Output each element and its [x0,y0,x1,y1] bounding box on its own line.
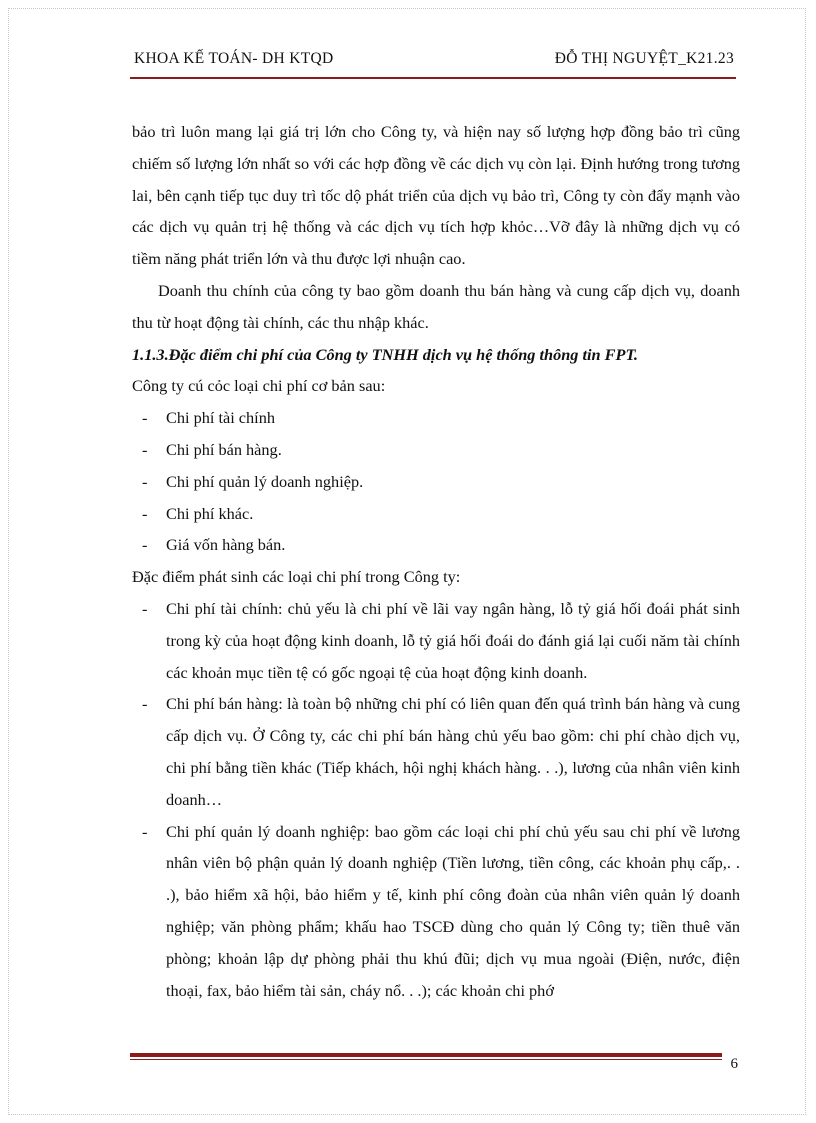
dash-bullet: - [142,535,148,555]
list-item [132,688,740,815]
cost-details-list [132,593,740,1006]
list-item [132,529,740,561]
paragraph-maintenance: bảo trì luôn mang lại giá trị lớn cho Công ty, và hiện nay số lượng hợp đồng bảo trì cũng chiếm số lượng lớn nhất so với các hợp đồng về các dịch vụ còn lại. Định hướng trong tương lai, bên cạnh tiếp tục duy trì tốc dộ phát triển của dịch vụ bảo trì, Công ty còn đẩy mạnh vào các dịch vụ quản trị hệ thống và các dịch vụ tích hợp khỏc…Vỡ đây là những dịch vụ có tiềm năng phát triển lớn và thu được lợi nhuận cao. [132,122,740,269]
paragraph-revenue: Doanh thu chính của công ty bao gồm doanh thu bán hàng và cung cấp dịch vụ, doanh thu từ hoạt động tài chính, các thu nhập khác. [132,280,740,332]
header-author: ĐỖ THỊ NGUYỆT_K21.23 [554,50,734,67]
dash-bullet: - [142,598,148,618]
list-item [132,466,740,498]
list-item-text: Chi phí bán hàng: là toàn bộ những chi phí có liên quan đến quá trình bán hàng và cung cấp dịch vụ. Ở Công ty, các chi phí bán hàng chủ yếu bao gồm: chi phí chào dịch vụ, chi phí bằng tiền khác (Tiếp khách, hội nghị khách hàng. . .), lương của nhân viên kinh doanh… [166,694,740,809]
list-item-text: Chi phí quản lý doanh nghiệp. [166,471,364,491]
list-item [132,593,740,688]
header-faculty: KHOA KẾ TOÁN- DH KTQD [134,50,334,67]
header-rule [130,77,736,79]
paragraph-cost-intro: Công ty cú cỏc loại chi phí cơ bản sau: [132,376,386,396]
dash-bullet: - [142,471,148,491]
list-item-text: Chi phí tài chính: chủ yếu là chi phí về lãi vay ngân hàng, lỗ tỷ giá hối đoái phát sinh trong kỳ của hoạt động kinh doanh, lỗ tỷ giá hối đoái do đánh giá lại cuối năm tài chính các khoản mục tiền tệ có gốc ngoại tệ của hoạt động kinh doanh. [166,598,740,682]
footer-rule [130,1053,722,1060]
page-number: 6 [730,1056,738,1072]
document-body [132,116,740,1006]
dash-bullet: - [142,503,148,523]
section-heading: 1.1.3.Đặc điểm chi phí của Công ty TNHH dịch vụ hệ thống thông tin FPT. [132,344,638,364]
dash-bullet: - [142,439,148,459]
list-item [132,816,740,1007]
list-item [132,498,740,530]
dash-bullet: - [142,694,148,714]
dash-bullet: - [142,408,148,428]
page-header [134,50,734,74]
paragraph-cost-details-intro: Đặc điểm phát sinh các loại chi phí trong Công ty: [132,567,461,587]
list-item-text: Chi phí bán hàng. [166,439,282,459]
list-item [132,402,740,434]
list-item [132,434,740,466]
dash-bullet: - [142,821,148,841]
list-item-text: Chi phí quản lý doanh nghiệp: bao gồm các loại chi phí chủ yếu sau chi phí về lương nhân viên bộ phận quản lý doanh nghiệp (Tiền lương, tiền công, các khoản phụ cấp,. . .), bảo hiểm xã hội, bảo hiểm y tế, kinh phí công đoàn của nhân viên quản lý doanh nghiệp; văn phòng phẩm; khấu hao TSCĐ dùng cho quản lý Công ty; tiền thuê văn phòng; khoản lập dự phòng phải thu khú đũi; dịch vụ mua ngoài (Điện, nước, điện thoại, fax, bảo hiểm tài sản, cháy nổ. . .); các khoản chi phớ [166,821,740,1000]
cost-types-list [132,402,740,561]
list-item-text: Chi phí khác. [166,503,254,523]
list-item-text: Chi phí tài chính [166,408,275,428]
list-item-text: Giá vốn hàng bán. [166,535,286,555]
